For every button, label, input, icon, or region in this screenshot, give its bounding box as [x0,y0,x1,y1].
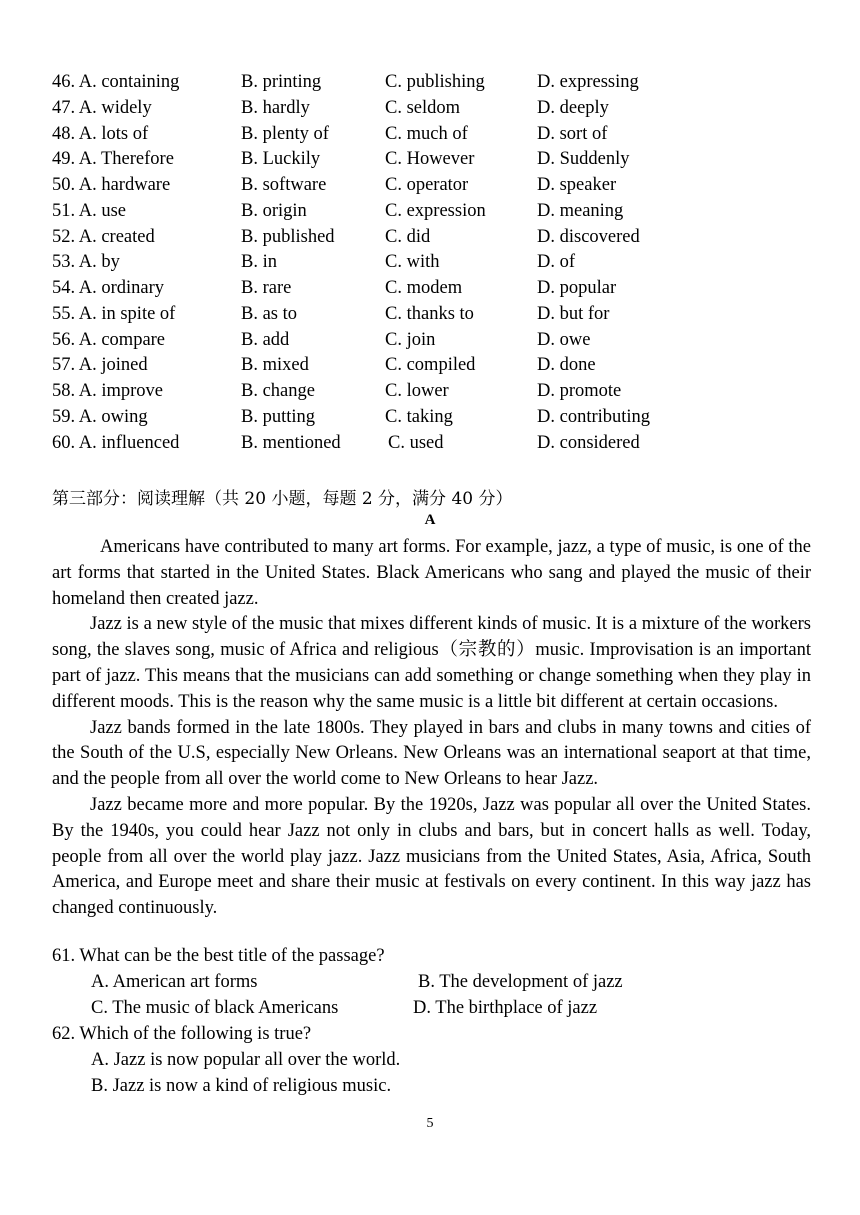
option-cell: C. taking [385,406,453,427]
paragraph: Jazz is a new style of the music that mixes different kinds of music. It is a mixture of the workers song, the slaves song, music of Africa and religious（宗教的）music. Improvisation is an important part of jazz. This means that the musicians can add something or change something when they play in different moods. This is the reason why the same music is a little bit different at certain occasions. [52,614,811,712]
option-cell: B. change [241,381,315,401]
question-61-option-a: A. American art forms [91,972,258,992]
option-cell: C. join [385,329,436,350]
question-61-option-c: C. The music of black Americans [91,998,339,1018]
option-cell: C. modem [385,278,463,298]
option-cell: B. add [241,329,290,350]
option-cell: B. printing [241,72,322,92]
option-cell: B. Luckily [241,149,321,170]
option-cell: C. However [385,149,475,170]
option-cell: B. rare [241,278,292,298]
option-cell: 58. A. improve [52,381,163,401]
option-cell: 57. A. joined [52,355,148,376]
option-cell: 60. A. influenced [52,432,180,453]
option-cell: B. published [241,226,335,247]
option-cell: 53. A. by [52,252,120,273]
option-cell: C. with [385,252,440,273]
option-cell: D. but for [537,303,610,324]
option-cell: D. popular [537,278,617,298]
section-heading: 第三部分：阅读理解（共 20 小题，每题 2 分，满分 40 分） [52,489,513,509]
page-number: 5 [426,1116,434,1131]
option-cell: C. thanks to [385,303,474,324]
paragraph: Jazz bands formed in the late 1800s. They played in bars and clubs in many towns and cities of the South of the U.S, especially New Orleans. New Orleans was an international seaport at that time, and the people from all over the world come to New Orleans to hear Jazz. [52,717,811,790]
option-cell: 46. A. containing [52,72,180,92]
option-cell: C. compiled [385,355,476,376]
question-61-option-d: D. The birthplace of jazz [413,998,598,1018]
option-cell: B. mixed [241,355,309,376]
option-cell: D. of [537,252,576,273]
option-cell: 52. A. created [52,226,155,247]
option-cell: B. origin [241,200,307,221]
option-cell: C. did [385,226,431,247]
question-62-option-b: B. Jazz is now a kind of religious music. [91,1076,392,1096]
option-cell: 55. A. in spite of [52,303,176,324]
option-cell: C. seldom [385,97,461,118]
option-cell: 47. A. widely [52,97,152,118]
option-cell: C. used [388,432,444,453]
option-cell: D. expressing [537,72,639,92]
question-62-option-a: A. Jazz is now popular all over the world. [91,1050,401,1070]
option-cell: C. publishing [385,72,485,92]
question-62-stem: 62. Which of the following is true? [52,1024,312,1044]
option-cell: 59. A. owing [52,406,148,427]
option-cell: C. lower [385,381,449,401]
option-cell: D. sort of [537,123,608,144]
option-cell: D. discovered [537,226,640,247]
option-cell: 51. A. use [52,200,126,221]
reading-passage [52,535,811,922]
passage-letter: A [424,512,436,528]
option-cell: D. promote [537,381,622,401]
option-cell: D. deeply [537,97,609,118]
option-cell: D. contributing [537,406,651,427]
option-cell: 54. A. ordinary [52,278,165,298]
option-cell: D. Suddenly [537,149,630,170]
option-cell: D. meaning [537,200,624,221]
option-cell: B. software [241,175,327,195]
option-cell: 56. A. compare [52,329,166,350]
option-cell: 49. A. Therefore [52,149,174,170]
option-cell: D. done [537,355,596,376]
option-cell: C. much of [385,123,468,144]
option-cell: C. expression [385,200,486,221]
option-cell: B. as to [241,303,298,324]
question-61-option-b: B. The development of jazz [418,972,623,992]
option-cell: B. mentioned [241,432,341,453]
option-cell: D. owe [537,329,591,350]
option-cell: D. speaker [537,175,617,195]
option-cell: B. hardly [241,97,310,118]
option-cell: C. operator [385,175,469,195]
paragraph: Americans have contributed to many art forms. For example, jazz, a type of music, is one of the art forms that started in the United States. Black Americans who sang and played the music of their homeland then created jazz. [52,537,811,609]
option-cell: 50. A. hardware [52,175,171,195]
question-61-stem: 61. What can be the best title of the passage? [52,946,385,966]
option-cell: B. in [241,252,277,273]
option-cell: 48. A. lots of [52,123,149,144]
paragraph: Jazz became more and more popular. By the 1920s, Jazz was popular all over the United States. By the 1940s, you could hear Jazz not only in clubs and bars, but in concert halls as well. Today, people from all over the world play jazz. Jazz musicians from the United States, Asia, Africa, South America, and Europe meet and share their music at festivals on every continent. In this way jazz has changed continuously. [52,794,811,919]
option-cell: B. plenty of [241,123,329,144]
option-cell: D. considered [537,432,640,453]
option-cell: B. putting [241,406,316,427]
